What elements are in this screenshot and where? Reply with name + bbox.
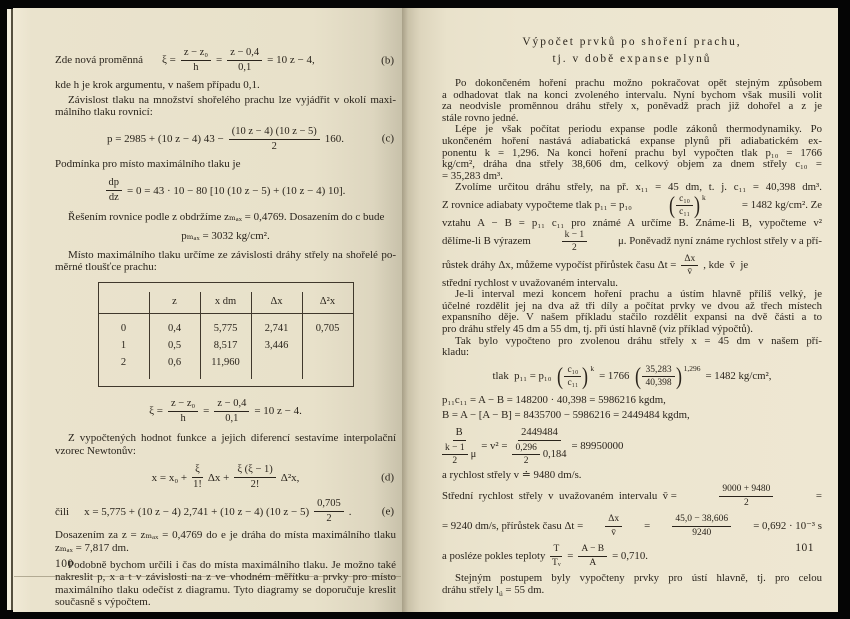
para3-line1: Zvolíme určitou dráhu střely, na př. x₁₁ = 45 dm, t. j. c₁₁ = 40,398 dm³. [455,181,822,194]
fraction-denominator: 0,1 [225,413,239,425]
equation-c [55,121,396,158]
text-podminka: Podmínka pro místo maximálního tlaku je [55,157,241,170]
equation-xi-lead: ξ = [149,405,163,418]
fraction [181,47,211,74]
page-left [13,8,402,612]
table-header-d2x: Δ²x [302,292,353,314]
fraction-numerator: ξ [192,464,203,478]
fraction-denominator: h [193,62,199,73]
equation-d [55,459,396,496]
equation-e-pre: x = 5,775 + (10 z − 4) 2,741 + (10 z − 4) (10 z − 5) [84,505,310,518]
para6-line2 [442,585,822,600]
para-dosazeni-line1: Dosazením za z = zₘₐₓ = 0,4769 do e je dráha do místa maximálního tlaku [55,529,396,542]
fraction-numerator: 45,0 − 38,606 [672,514,731,527]
fraction [676,194,693,218]
para6-line2-post: = 55 dm. [502,584,545,597]
fraction-numerator: z − 0,4 [227,47,262,61]
table-cell: 0,6 [149,355,200,380]
fraction [168,398,198,425]
equation-dp [55,172,396,209]
fraction-numerator: 9000 + 9480 [719,484,773,497]
equals-sign: = [644,519,651,532]
equation-e [55,498,396,525]
fraction-denominator: c₁₁ [567,378,579,389]
equation-c-pre: p = 2985 + (10 z − 4) 43 − [106,132,224,145]
fraction-denominator: 2 [271,140,277,152]
close-paren: ) [693,192,700,219]
equation-pmax [55,230,396,243]
equation-e-post: . [348,505,352,518]
para-dosazeni-line2: zₘₐₓ = 7,817 dm. [55,541,129,554]
table-cell: 0,705 [302,314,353,338]
equation-tlak-post: = 1482 kg/cm², [705,369,772,382]
para-stredni-line1 [442,481,822,511]
difference-table [98,282,354,387]
para3-line4-pre: dělíme-li B výrazem [442,234,531,247]
open-paren: ( [557,363,564,390]
equals-sign: = [567,549,574,562]
fraction [578,544,607,568]
fraction [562,230,588,254]
para-podobne-line4: současně s výpočtem. [55,596,151,609]
subscript-u: ú [498,589,503,599]
table-cell: 2 [120,356,127,368]
para3-line4-post: μ. Poněvadž nyní známe rychlost střely v a pří- [618,234,822,247]
equation-v-squared [442,424,822,470]
fraction-denominator: 2 [452,456,458,467]
fraction-denominator: dz [108,192,119,204]
fraction-numerator: 35,283 [642,365,674,378]
fraction-denominator: 9240 [692,527,712,538]
equation-dp-post: = 0 = 43 · 10 − 80 [10 (10 z − 5) + (10 z − 4) 10]. [127,184,346,197]
table-cell: 0,5 [149,338,200,355]
fraction-numerator: A − B [578,544,607,557]
section-title-line2: tj. v době expanse plynů [552,53,712,65]
fraction [512,443,539,467]
table-cell: 8,517 [200,338,251,355]
page-left-content [13,8,402,609]
fraction [214,398,249,425]
equation-b2: B = A − [A − B] = 8435700 − 5986216 = 2449484 kgdm, [442,409,690,422]
fraction [442,443,468,467]
fraction [229,126,320,153]
fraction-numerator: c₁₀ [564,365,581,378]
table-cell: 0 [120,323,127,335]
para2-line3: ponentu k = 1,296. Na konci hoření prachu byl vypočten tlak p₁₀ = 1766 [442,146,822,159]
fraction-numerator: c₁₀ [676,194,693,207]
fraction-denominator: v̄ [687,267,693,278]
fraction [564,365,581,389]
parenthesized-fraction [668,194,706,218]
fraction [227,47,262,74]
table-cell: 3,446 [251,338,302,355]
table-cell: 2,741 [251,314,302,338]
fraction-numerator: k − 1 [562,230,588,243]
para4-line3: expansního děje. V našem příkladu stačilo rozdělit expansi na dvě části a to [442,311,822,324]
open-paren: ( [635,363,642,390]
equation-label-c: (c) [381,132,394,145]
equation-c-post: 160. [324,132,345,145]
para-stredni-line2 [442,511,822,541]
equation-label-e: (e) [381,505,394,518]
stredni-line2-post: = 0,692 · 10⁻³ s [753,519,822,532]
para3-line2-pre: Z rovnice adiabaty vypočteme tlak p₁₁ = p₁₀ [442,199,632,212]
para-misto-line2: měrné tloušťce prachu: [55,261,157,274]
fraction-numerator: ξ (ξ − 1) [234,464,275,478]
fraction-denominator: 2 [572,243,577,254]
table-cell: 11,960 [200,355,251,380]
exponent-1296: 1,296 [683,363,701,373]
equation-label-b: (b) [381,54,394,67]
open-paren: ( [669,192,676,219]
equation-a: p₁₁c₁₁ = A − B = 148200 · 40,398 = 5986216 kgdm, [442,393,666,406]
para-zavislost-line1: Závislost tlaku na množství shořelého prachu lze vyjádřit v okolí maxi- [68,93,396,106]
fraction-denominator: 1! [193,479,202,491]
fraction-numerator: 0,705 [314,498,344,512]
fraction [550,544,562,568]
stredni-line3-post: = 0,710. [612,549,648,562]
fraction-denominator: 0,1 [238,62,252,73]
fraction [681,254,698,278]
exponent-k: k [701,192,706,202]
equation-xi-tail: = 10 z − 4. [254,405,302,418]
close-paren: ) [675,363,682,390]
para-newton-line1: Z vypočtených hodnot funkce a jejich diferencí sestavíme interpolační [68,432,396,445]
para6-line1: Stejným postupem byly vypočteny prvky pro ústí hlavně, tj. pro celou [455,572,822,585]
para4-line1: Je-li interval mezi koncem hoření prachu a ústím hlavně příliš velký, je [455,288,822,301]
fraction-denominator: 40,398 [645,378,672,389]
para3-line2-post: = 1482 kg/cm². Ze [741,199,822,212]
para3-line5 [442,254,822,278]
fraction-denominator: A [589,557,597,568]
fraction [719,484,773,508]
table-header-z: z [149,292,200,314]
equation-d-post: Δ²x, [280,471,300,484]
parenthesized-fraction [556,365,594,389]
table-cell: 5,775 [200,314,251,338]
para2-line2: ukončeném hoření nastává adiabatická expanse plynů při adiabatickém ex- [442,134,822,147]
equation-tlak [442,359,822,393]
fraction [642,365,674,389]
stredni-line1-post: = [815,489,822,502]
page-right [402,8,838,612]
para5-line2: kladu: [442,346,469,359]
fraction-numerator: 2449484 [518,427,561,441]
nested-fraction [442,427,476,467]
table-header-row [99,292,353,314]
fraction-numerator: B [453,427,466,441]
fraction-numerator: T [550,544,562,557]
table-row [99,314,353,338]
para-stredni-line3 [442,541,822,571]
fraction-denominator: 2 [326,513,332,525]
fraction-numerator: z − z₀ [181,47,211,61]
equation-tlak-mid: = 1766 [599,369,630,382]
para-podobne-line3: maximálního tlaku odečíst z diagramu. Tyto diagramy se doporučuje kreslit [55,583,396,596]
equation-b [55,42,396,79]
para-newton-line2: vzorec Newtonův: [55,444,136,457]
fraction-denominator: Tᵥ [552,557,561,568]
stredni-line3-pre: a posléze pokles teploty [442,549,546,562]
nested-fraction [512,427,566,467]
para3-line6: střední rychlost v uvažovaném intervalu. [442,276,618,289]
page-right-content [402,8,838,600]
fraction-numerator: z − z₀ [168,398,198,412]
para4-line4: pro dráhu střely 45 dm a 55 dm, tj. při ústí hlavně (viz příklad výpočtů). [442,322,753,335]
para1-line2: a odhadovat tlak na konci zvoleného intervalu. Nyní bychom však musili volit [442,88,822,101]
para2-line4: kg/cm², dráha dna střely 38,606 dm, celkový objem za dnem střely c₁₀ = [442,158,822,171]
factor-0184: 0,184 [542,448,567,460]
fraction [106,177,123,204]
page-stack-edge [14,576,401,577]
page-number-100: 100 [55,558,74,570]
fraction-numerator: dp [106,177,123,191]
section-title [442,34,822,68]
equation-e-cili: čili [55,505,70,518]
table-header-blank [99,292,150,314]
equation-d-mid: Δx + [207,471,230,484]
equation-tlak-pre: tlak p₁₁ = p₁₀ [492,369,552,382]
fraction [192,464,203,491]
fraction-denominator: c₁₁ [679,207,690,218]
mu-symbol: μ [470,448,477,460]
para3-line3: vztahu A − B = p₁₁ c₁₁ pro známé A určíme B. Známe-li B, vypočteme v² [442,216,822,229]
fraction-denominator: h [180,413,186,425]
table-cell [302,338,353,355]
fraction [234,464,275,491]
fraction-denominator: 2 [523,456,529,467]
fraction [314,498,344,525]
para3-line4 [442,230,822,254]
para3-line2 [442,194,822,218]
table-cell: 1 [120,339,127,351]
equation-pmax-text: pₘₐₓ = 3032 kg/cm². [181,229,270,242]
equation-xi [55,393,396,430]
fraction-numerator: (10 z − 4) (10 z − 5) [229,126,320,140]
fraction-numerator: k − 1 [442,443,468,456]
fraction-denominator: v̄ [611,527,617,538]
stredni-line2-pre: = 9240 dm/s, přírůstek času Δt = [442,519,584,532]
para1-line3: za neodvisle proměnnou dráhu střely x, poněvadž prach již dohořel a z je [442,100,822,113]
table-header-dx: Δx [251,292,302,314]
section-title-line1: Výpočet prvků po shoření prachu, [522,36,742,48]
fraction-numerator: 0,296 [512,443,539,456]
para1-line4: stále rovno jedné. [442,111,519,124]
para-misto-line1: Místo maximálního tlaku určíme ze závislosti dráhy střely na shořelé po- [68,248,396,261]
equation-b-intro: Zde nová proměnná [55,54,143,67]
para6-line2-pre: dráhu střely l [442,584,499,597]
para-zavislost-line2: málního tlaku rovnicí: [55,106,153,119]
page-number-101: 101 [795,542,814,554]
para3-line5-pre: růstek dráhy Δx, můžeme vypočíst přírůstek času Δt = [442,258,677,271]
equals-sign: = [203,405,210,418]
fraction-numerator: z − 0,4 [214,398,249,412]
text-reseni: Řešením rovnice podle z obdržíme zₘₐₓ = 0,4769. Dosazením do c bude [68,211,385,224]
para-podobne-line1: Podobně bychom určili i čas do místa maximálního tlaku. Je možno také [68,558,396,571]
fraction-numerator: Δx [681,254,698,267]
para3-line5-post: , kde v̄ je [703,258,749,271]
para2-line1: Lépe je však počítat periodu expanse podle zákonů thermodynamiky. Po [455,123,822,136]
fraction-numerator: Δx [605,514,622,527]
exponent-k: k [590,363,595,373]
para1-line1: Po dokončeném hoření prachu možno pokračovat opět stejným způsobem [455,77,822,89]
fraction [605,514,622,538]
fraction [672,514,731,538]
fraction-denominator: 2 [744,497,749,508]
equation-d-pre: x = x₀ + [151,471,188,484]
para5-line1: Tak bylo vypočteno pro zvolenou dráhu střely x = 45 dm v našem pří- [455,334,822,347]
equation-v: a rychlost střely v ≐ 9480 dm/s. [442,468,582,481]
stredni-line1-pre: Střední rychlost střely v uvažovaném intervalu v̄ = [442,489,677,502]
equation-b-tail: = 10 z − 4, [267,54,315,67]
equation-v-squared-mid: = v² = [481,440,508,453]
table-cell [302,355,353,380]
close-paren: ) [582,363,589,390]
equals-sign: = [215,54,223,67]
para-podobne-line2: nakreslit p, x a t v závislosti na z ve vhodném měřítku a prvky pro místo [55,571,396,584]
equation-label-d: (d) [381,471,394,484]
equation-b-lead: ξ = [161,54,176,67]
table-row [99,338,353,355]
text-kde: kde h je krok argumentu, v našem případu 0,1. [55,79,260,91]
parenthesized-fraction [634,365,700,389]
para4-line2: účelné rozdělit jej na dva až tři díly a počítat prvky ve dvou až třech místech [442,299,822,312]
equation-v-squared-post: = 89950000 [571,440,624,453]
table-row [99,355,353,380]
para2-line5: = 35,283 dm³. [442,169,503,182]
table-cell: 0,4 [149,314,200,338]
table-header-xdm: x dm [200,292,251,314]
fraction-denominator: 2! [250,479,260,491]
table-cell [251,355,302,380]
